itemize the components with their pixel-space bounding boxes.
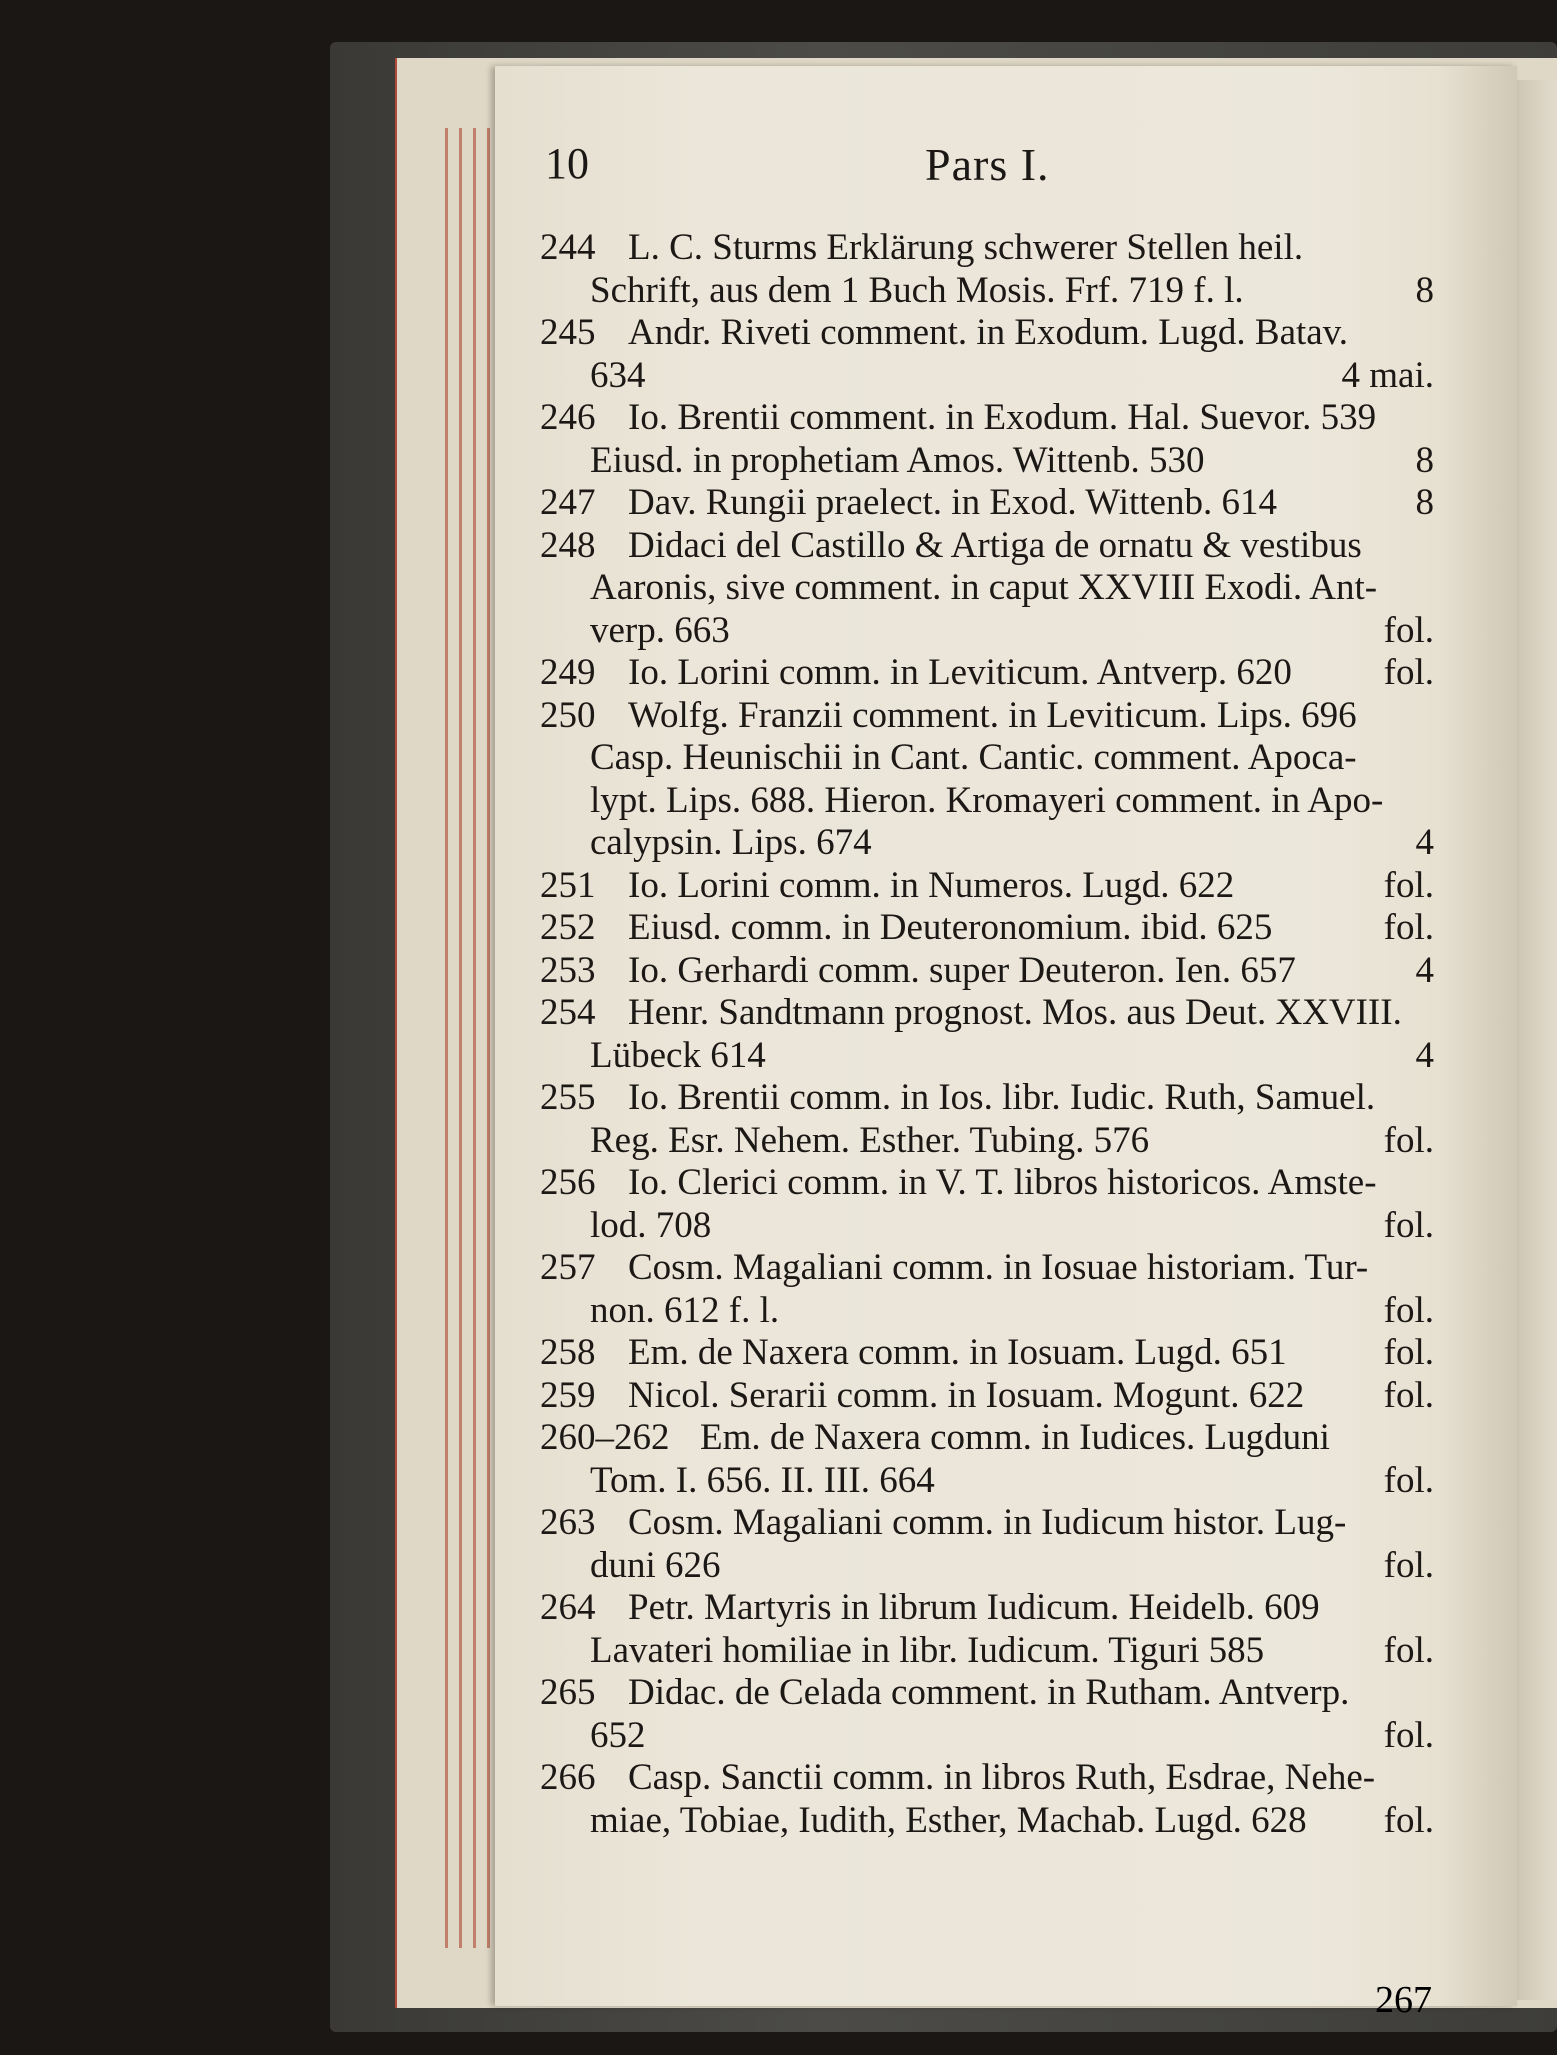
entry-number: 247 xyxy=(540,482,596,523)
entry-line xyxy=(540,1374,1440,1416)
entry-text: Casp. Heunischii in Cant. Cantic. comment. Apoca- xyxy=(590,737,1357,778)
entry-line xyxy=(540,226,1440,268)
entry-number: 253 xyxy=(540,949,596,991)
entry-line xyxy=(540,1119,1440,1161)
page-number: 10 xyxy=(545,139,589,188)
page-edge-line xyxy=(473,128,476,1948)
entry-text: Aaronis, sive comment. in caput XXVIII Exodi. Ant- xyxy=(590,567,1378,608)
entry-text: Io. Brentii comment. in Exodum. Hal. Suevor. 539 xyxy=(628,397,1377,438)
entry-number: 263 xyxy=(540,1502,596,1543)
entry-line xyxy=(540,566,1440,608)
entry-number: 244 xyxy=(540,227,596,268)
entry-format: fol. xyxy=(1383,652,1434,693)
entry-line xyxy=(540,269,1440,311)
entry-format: fol. xyxy=(1383,1289,1434,1331)
page-edge-line xyxy=(487,128,490,1948)
entry-line xyxy=(540,906,1440,948)
entry-format: fol. xyxy=(1383,1629,1434,1671)
entry-format: fol. xyxy=(1383,1459,1434,1501)
entry-text: Didac. de Celada comment. in Rutham. Antverp. xyxy=(628,1672,1350,1713)
entry-text: Andr. Riveti comment. in Exodum. Lugd. Batav. xyxy=(628,312,1349,353)
entry-text: duni 626 xyxy=(590,1544,721,1586)
entry-number: 246 xyxy=(540,397,596,438)
entry-text: Em. de Naxera comm. in Iudices. Lugduni xyxy=(700,1417,1330,1458)
entry-line xyxy=(540,1289,1440,1331)
entry-format: 8 xyxy=(1415,269,1434,311)
entry-text: Reg. Esr. Nehem. Esther. Tubing. 576 xyxy=(590,1119,1150,1161)
entry-text: Didaci del Castillo & Artiga de ornatu & vestibus xyxy=(628,524,1362,566)
entry-format: 8 xyxy=(1415,482,1434,523)
entry-format: fol. xyxy=(1383,1332,1434,1373)
entry-line xyxy=(540,991,1440,1033)
entry-format: 4 xyxy=(1415,1034,1434,1076)
entry-number: 249 xyxy=(540,652,596,693)
entry-text: Nicol. Serarii comm. in Iosuam. Mogunt. 622 xyxy=(628,1374,1305,1416)
entry-number: 250 xyxy=(540,694,596,736)
entry-text: Cosm. Magaliani comm. in Iosuae historiam. Tur- xyxy=(628,1247,1369,1288)
entry-line xyxy=(540,779,1440,821)
entry-text: Lübeck 614 xyxy=(590,1034,766,1076)
entry-line xyxy=(540,694,1440,736)
entry-text: Io. Lorini comm. in Numeros. Lugd. 622 xyxy=(628,864,1235,906)
facing-page-edge xyxy=(1517,80,1557,2000)
entry-line xyxy=(540,821,1440,863)
entry-text: Casp. Sanctii comm. in libros Ruth, Esdrae, Nehe- xyxy=(628,1757,1376,1798)
entry-text: calypsin. Lips. 674 xyxy=(590,822,872,863)
entry-text: lod. 708 xyxy=(590,1204,712,1246)
entry-text: verp. 663 xyxy=(590,609,730,651)
entry-number: 264 xyxy=(540,1587,596,1628)
entry-format: 4 xyxy=(1415,949,1434,991)
entry-text: non. 612 f. l. xyxy=(590,1289,780,1331)
entry-number: 252 xyxy=(540,907,596,948)
entry-number: 259 xyxy=(540,1374,596,1416)
entry-number: 256 xyxy=(540,1162,596,1203)
entry-text: 634 xyxy=(590,354,646,396)
entry-line xyxy=(540,736,1440,778)
entry-text: Tom. I. 656. II. III. 664 xyxy=(590,1459,935,1501)
entry-format: fol. xyxy=(1383,1204,1434,1246)
entry-text: Petr. Martyris in librum Iudicum. Heidelb. 609 xyxy=(628,1587,1320,1628)
entry-format: fol. xyxy=(1383,907,1434,948)
entry-text: Io. Lorini comm. in Leviticum. Antverp. 620 xyxy=(628,652,1292,693)
entry-line xyxy=(540,949,1440,991)
entry-line xyxy=(540,1416,1440,1458)
entry-format: fol. xyxy=(1383,1544,1434,1586)
entry-number: 265 xyxy=(540,1672,596,1713)
entry-text: Eiusd. comm. in Deuteronomium. ibid. 625 xyxy=(628,907,1273,948)
entry-line xyxy=(540,609,1440,651)
entry-text: Io. Brentii comm. in Ios. libr. Iudic. Ruth, Samuel. xyxy=(628,1077,1376,1118)
entry-line xyxy=(540,1799,1440,1841)
entry-line xyxy=(540,1331,1440,1373)
entry-number: 258 xyxy=(540,1332,596,1373)
entry-format: 4 xyxy=(1415,822,1434,863)
entry-line xyxy=(540,1204,1440,1246)
entry-line xyxy=(540,481,1440,523)
entry-number: 251 xyxy=(540,864,596,906)
entry-line xyxy=(540,1629,1440,1671)
entry-text: Em. de Naxera comm. in Iosuam. Lugd. 651 xyxy=(628,1332,1287,1373)
entry-format: fol. xyxy=(1383,1374,1434,1416)
entry-line xyxy=(540,1034,1440,1076)
entry-text: Eiusd. in prophetiam Amos. Wittenb. 530 xyxy=(590,439,1205,481)
entry-text: Io. Clerici comm. in V. T. libros historicos. Amste- xyxy=(628,1162,1377,1203)
entry-number: 248 xyxy=(540,524,596,566)
entry-line xyxy=(540,864,1440,906)
entry-number: 255 xyxy=(540,1077,596,1118)
entry-text: 652 xyxy=(590,1714,646,1756)
catchword: 267 xyxy=(1375,1979,1432,2021)
entry-text: Cosm. Magaliani comm. in Iudicum histor. Lug- xyxy=(628,1502,1347,1543)
entry-text: Wolfg. Franzii comment. in Leviticum. Lips. 696 xyxy=(628,694,1357,736)
entry-line xyxy=(540,1544,1440,1586)
entry-format: fol. xyxy=(1383,1799,1434,1841)
entry-format: fol. xyxy=(1383,864,1434,906)
entry-line xyxy=(540,1161,1440,1203)
page-header xyxy=(545,138,1445,198)
page-edge-line xyxy=(445,128,448,1948)
entry-format: fol. xyxy=(1383,1119,1434,1161)
entry-text: L. C. Sturms Erklärung schwerer Stellen heil. xyxy=(628,227,1304,268)
entry-line xyxy=(540,439,1440,481)
entry-line xyxy=(540,354,1440,396)
entry-line xyxy=(540,1459,1440,1501)
entry-number: 245 xyxy=(540,312,596,353)
entry-number: 266 xyxy=(540,1757,596,1798)
running-title: Pars I. xyxy=(925,139,1050,190)
entry-line xyxy=(540,1076,1440,1118)
entry-line xyxy=(540,311,1440,353)
entry-format: fol. xyxy=(1383,609,1434,651)
entry-format: 4 mai. xyxy=(1341,354,1434,396)
entry-number: 257 xyxy=(540,1247,596,1288)
entry-line xyxy=(540,1714,1440,1756)
entry-line xyxy=(540,1671,1440,1713)
entry-line xyxy=(540,1586,1440,1628)
entry-text: lypt. Lips. 688. Hieron. Kromayeri comment. in Apo- xyxy=(590,779,1384,821)
entry-format: 8 xyxy=(1415,439,1434,481)
entry-line xyxy=(540,396,1440,438)
entry-line xyxy=(540,1246,1440,1288)
entry-line xyxy=(540,651,1440,693)
entry-line xyxy=(540,1756,1440,1798)
entry-text: Schrift, aus dem 1 Buch Mosis. Frf. 719 f. l. xyxy=(590,269,1244,311)
entry-format: fol. xyxy=(1383,1714,1434,1756)
entry-text: Henr. Sandtmann prognost. Mos. aus Deut. XXVIII. xyxy=(628,992,1402,1033)
entry-text: Dav. Rungii praelect. in Exod. Wittenb. 614 xyxy=(628,482,1277,523)
entry-text: Lavateri homiliae in libr. Iudicum. Tiguri 585 xyxy=(590,1629,1265,1671)
entry-number: 254 xyxy=(540,992,596,1033)
entry-text: Io. Gerhardi comm. super Deuteron. Ien. 657 xyxy=(628,949,1296,991)
entry-line xyxy=(540,524,1440,566)
page-edge-line xyxy=(459,128,462,1948)
entry-text: miae, Tobiae, Iudith, Esther, Machab. Lugd. 628 xyxy=(590,1799,1307,1841)
entry-line xyxy=(540,1501,1440,1543)
entry-number: 260–262 xyxy=(540,1417,670,1458)
